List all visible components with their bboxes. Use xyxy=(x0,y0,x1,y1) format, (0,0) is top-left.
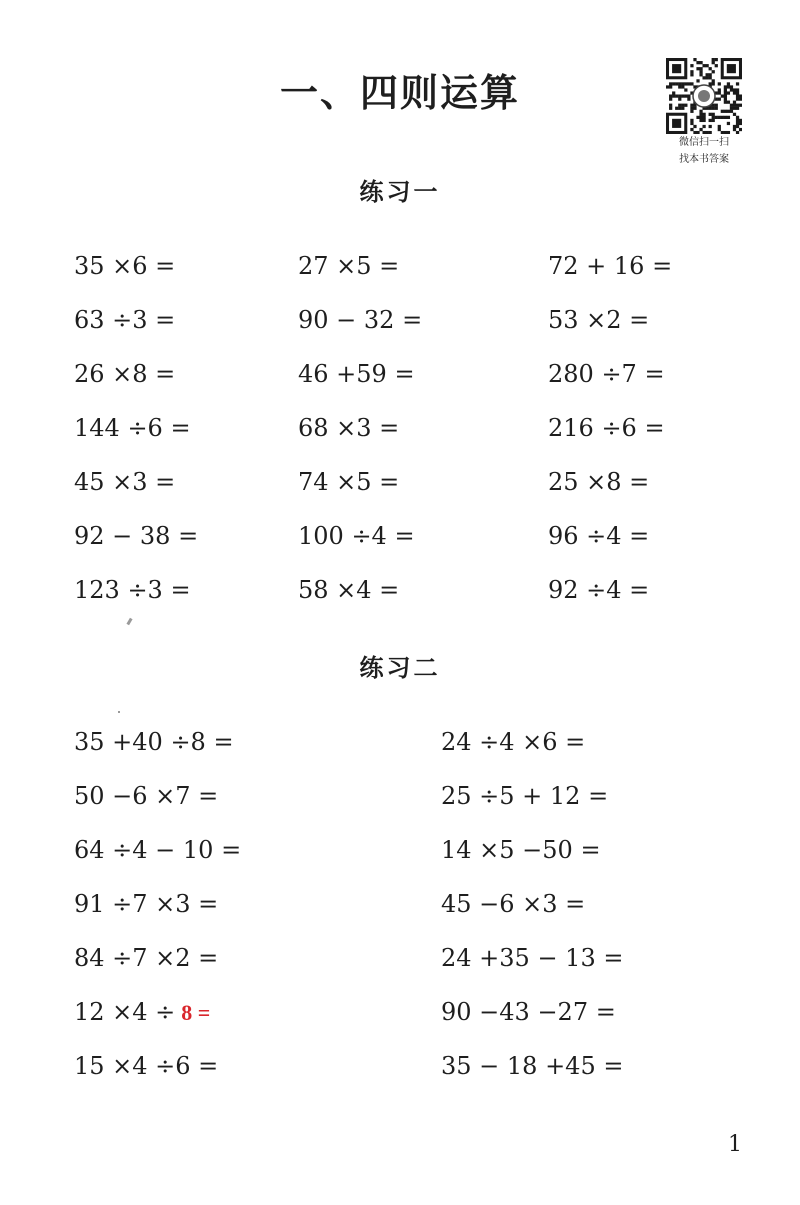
problem-text: 84 ÷7 ×2 = xyxy=(74,944,219,972)
math-problem xyxy=(298,248,399,284)
math-problem xyxy=(298,464,399,500)
section-title-exercise-1: 练习一 xyxy=(359,177,441,206)
problem-text: 24 ÷4 ×6 = xyxy=(441,728,586,756)
math-problem xyxy=(74,1048,218,1084)
math-problem xyxy=(441,886,585,922)
math-problem xyxy=(74,410,191,446)
math-problem xyxy=(74,724,234,760)
problem-text: 144 ÷6 = xyxy=(74,414,191,442)
problem-text: 58 ×4 = xyxy=(298,576,400,604)
math-problem xyxy=(548,248,672,284)
math-problem xyxy=(74,832,241,868)
problem-text: 64 ÷4 − 10 = xyxy=(74,836,242,864)
math-problem xyxy=(74,940,218,976)
problem-text: 90 −43 −27 = xyxy=(441,998,616,1026)
qr-code[interactable] xyxy=(664,58,744,168)
problem-text: 72 + 16 = xyxy=(548,252,673,280)
problem-text: 45 −6 ×3 = xyxy=(441,890,586,918)
page-number: 1 xyxy=(728,1132,742,1157)
math-problem xyxy=(298,410,399,446)
problem-text: 123 ÷3 = xyxy=(74,576,191,604)
math-problem xyxy=(74,572,191,608)
math-problem xyxy=(441,1048,623,1084)
problem-text: 216 ÷6 = xyxy=(548,414,665,442)
math-problem xyxy=(548,572,649,608)
math-problem xyxy=(298,302,422,338)
math-problem xyxy=(298,572,399,608)
problem-text: 68 ×3 = xyxy=(298,414,400,442)
math-problem xyxy=(548,518,649,554)
math-problem xyxy=(74,994,210,1031)
problem-text: 14 ×5 −50 = xyxy=(441,836,601,864)
section-title-exercise-2: 练习二 xyxy=(359,653,441,682)
problem-text: 63 ÷3 = xyxy=(74,306,176,334)
math-problem xyxy=(441,724,585,760)
problem-text: 25 ÷5 + 12 = xyxy=(441,782,609,810)
problem-text: 35 ×6 = xyxy=(74,252,176,280)
problem-text: 74 ×5 = xyxy=(298,468,400,496)
math-problem xyxy=(298,356,415,392)
problem-text: 53 ×2 = xyxy=(548,306,650,334)
math-problem xyxy=(548,464,649,500)
problem-text: 12 ×4 ÷ xyxy=(74,998,176,1026)
problem-text: 45 ×3 = xyxy=(74,468,176,496)
math-problem xyxy=(74,518,198,554)
problem-text: 92 − 38 = xyxy=(74,522,199,550)
math-problem xyxy=(441,940,623,976)
problem-text: 91 ÷7 ×3 = xyxy=(74,890,219,918)
page-title: 一、四则运算 xyxy=(279,70,520,115)
math-problem xyxy=(548,410,665,446)
math-problem xyxy=(548,356,665,392)
problem-text: 35 +40 ÷8 = xyxy=(74,728,234,756)
problem-text: 26 ×8 = xyxy=(74,360,176,388)
math-problem xyxy=(74,248,175,284)
problem-text: 46 +59 = xyxy=(298,360,415,388)
problem-text: 27 ×5 = xyxy=(298,252,400,280)
problem-text: 100 ÷4 = xyxy=(298,522,415,550)
math-problem xyxy=(441,832,601,868)
math-problem xyxy=(441,994,616,1030)
handwritten-answer: 8 = xyxy=(181,1000,211,1025)
scan-speck xyxy=(126,618,132,626)
qr-code-icon xyxy=(666,58,742,134)
scan-speck xyxy=(118,711,120,713)
problem-text: 25 ×8 = xyxy=(548,468,650,496)
problem-text: 96 ÷4 = xyxy=(548,522,650,550)
math-problem xyxy=(74,886,218,922)
math-problem xyxy=(74,464,175,500)
math-problem xyxy=(548,302,649,338)
problem-text: 90 − 32 = xyxy=(298,306,423,334)
qr-caption-scan: 微信扫一扫 xyxy=(679,137,729,148)
problem-text: 35 − 18 +45 = xyxy=(441,1052,624,1080)
math-problem xyxy=(441,778,608,814)
problem-text: 24 +35 − 13 = xyxy=(441,944,624,972)
math-problem xyxy=(298,518,415,554)
math-problem xyxy=(74,302,175,338)
problem-text: 50 −6 ×7 = xyxy=(74,782,219,810)
math-problem xyxy=(74,356,175,392)
qr-caption-answers: 找本书答案 xyxy=(679,154,729,165)
problem-text: 15 ×4 ÷6 = xyxy=(74,1052,219,1080)
problem-text: 280 ÷7 = xyxy=(548,360,665,388)
math-problem xyxy=(74,778,218,814)
problem-text: 92 ÷4 = xyxy=(548,576,650,604)
